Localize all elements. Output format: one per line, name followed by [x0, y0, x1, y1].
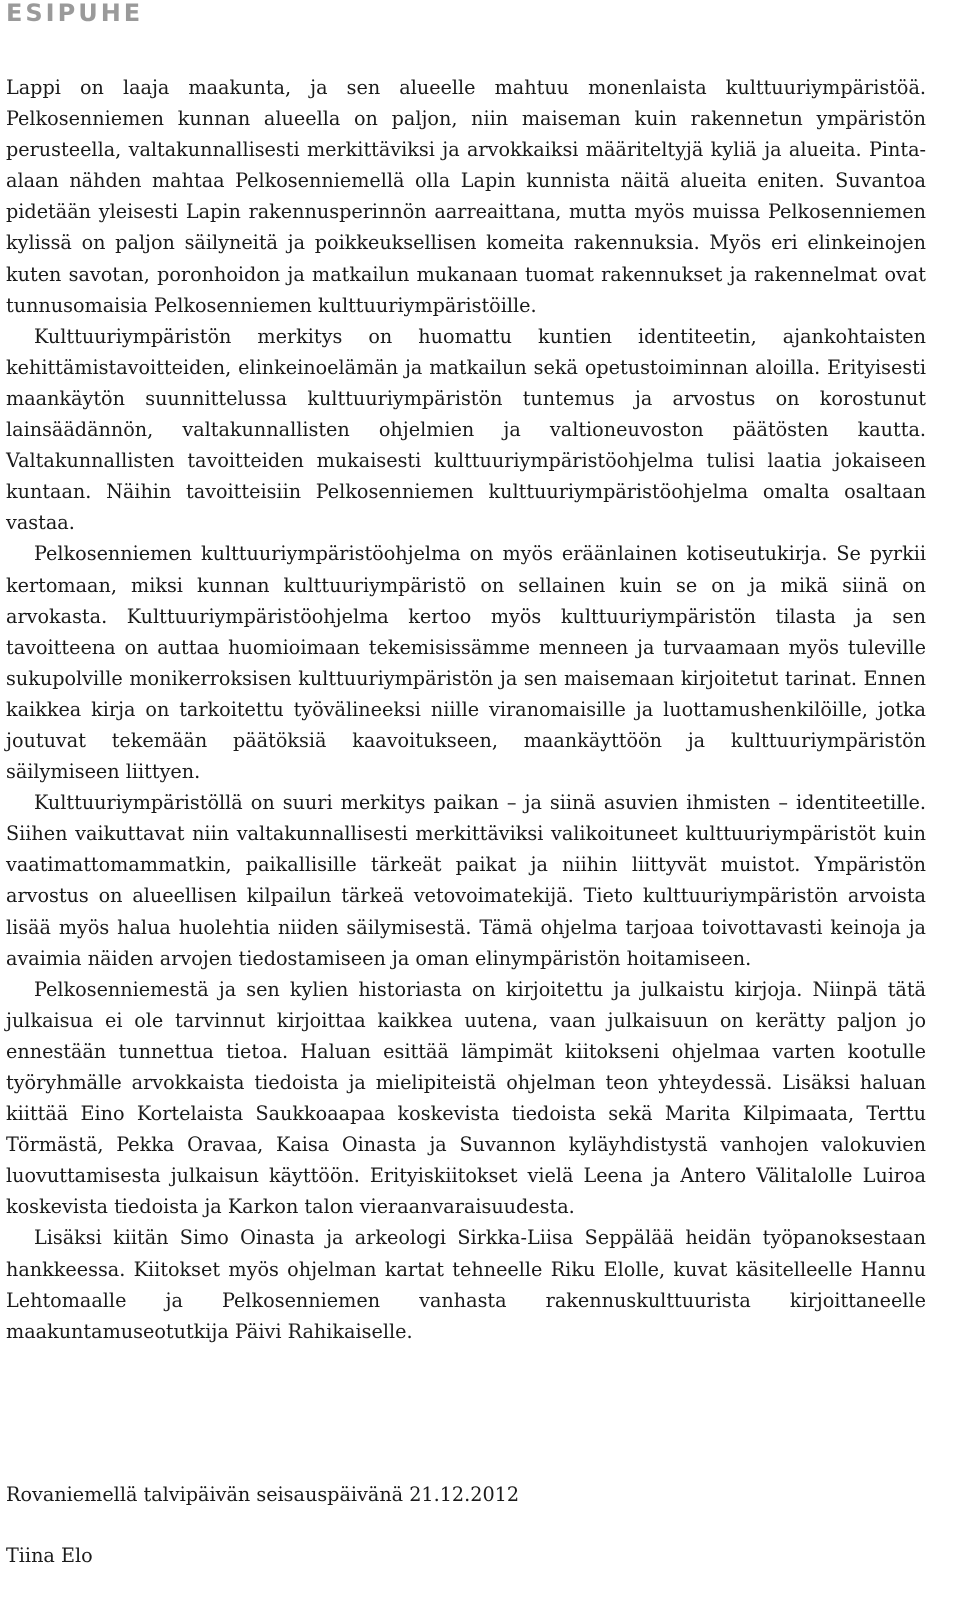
- page-heading: ESIPUHE: [6, 0, 144, 27]
- paragraph-1: Lappi on laaja maakunta, ja sen alueelle mahtuu monenlaista kulttuuriympäristöä. Pelkosenniemen kunnan alueella on paljon, niin maiseman kuin rakennetun ympäristön perusteella, valtakunnallisesti merkittäviksi ja arvokkaiksi määriteltyjä kyliä ja alueita. Pinta-alaan nähden mahtaa Pelkosenniemellä olla Lapin kunnista näitä alueita eniten. Suvantoa pidetään yleisesti Lapin rakennusperinnön aarreaittana, mutta myös muissa Pelkosenniemen kylissä on paljon säilyneitä ja poikkeuksellisen komeita rakennuksia. Myös eri elinkeinojen kuten savotan, poronhoidon ja matkailun mukanaan tuomat rakennukset ja rakennelmat ovat tunnusomaisia Pelkosenniemen kulttuuriympäristöille.: [6, 76, 926, 317]
- body-text: [6, 72, 926, 1347]
- paragraph-4: Kulttuuriympäristöllä on suuri merkitys paikan – ja siinä asuvien ihmisten – identiteetille. Siihen vaikuttavat niin valtakunnallisesti merkittäviksi valikoituneet kulttuuriympäristöt kuin vaatimattomammatkin, paikallisille tärkeät paikat ja niihin liittyvät muistot. Ympäristön arvostus on alueellisen kilpailun tärkeä vetovoimatekijä. Tieto kulttuuriympäristön arvoista lisää myös halua huolehtia niiden säilymisestä. Tämä ohjelma tarjoaa toivottavasti keinoja ja avaimia näiden arvojen tiedostamiseen ja oman elinympäristön hoitamiseen.: [6, 791, 926, 970]
- paragraph-5: Pelkosenniemestä ja sen kylien historiasta on kirjoitettu ja julkaistu kirjoja. Niinpä tätä julkaisua ei ole tarvinnut kirjoittaa kaikkea uutena, vaan julkaisuun on kerätty paljon jo ennestään tunnettua tietoa. Haluan esittää lämpimät kiitokseni ohjelmaa varten kootulle työryhmälle arvokkaista tiedoista ja mielipiteistä ohjelman teon yhteydessä. Lisäksi haluan kiittää Eino Kortelaista Saukkoaapaa koskevista tiedoista sekä Marita Kilpimaata, Terttu Törmästä, Pekka Oravaa, Kaisa Oinasta ja Suvannon kyläyhdistystä vanhojen valokuvien luovuttamisesta julkaisun käyttöön. Erityiskiitokset vielä Leena ja Antero Välitalolle Luiroa koskevista tiedoista ja Karkon talon vieraanvaraisuudesta.: [6, 977, 926, 1219]
- paragraph-2: Kulttuuriympäristön merkitys on huomattu kuntien identiteetin, ajankohtaisten kehittämistavoitteiden, elinkeinoelämän ja matkailun sekä opetustoiminnan aloilla. Erityisesti maankäytön suunnittelussa kulttuuriympäristön tuntemus ja arvostus on korostunut lainsäädännön, valtakunnallisten ohjelmien ja valtioneuvoston päätösten kautta. Valtakunnallisten tavoitteiden mukaisesti kulttuuriympäristöohjelma tulisi laatia jokaiseen kuntaan. Näihin tavoitteisiin Pelkosenniemen kulttuuriympäristöohjelma omalta osaltaan vastaa.: [6, 324, 926, 535]
- place-date: Rovaniemellä talvipäivän seisauspäivänä 21.12.2012: [6, 1483, 520, 1506]
- paragraph-6: Lisäksi kiitän Simo Oinasta ja arkeologi Sirkka-Liisa Seppälää heidän työpanoksestaan hankkeessa. Kiitokset myös ohjelman kartat tehneelle Riku Elolle, kuvat käsitelleelle Hannu Lehtomaalle ja Pelkosenniemen vanhasta rakennuskulttuurista kirjoittaneelle maakuntamuseotutkija Päivi Rahikaiselle.: [6, 1226, 926, 1343]
- paragraph-3: Pelkosenniemen kulttuuriympäristöohjelma on myös eräänlainen kotiseutukirja. Se pyrkii kertomaan, miksi kunnan kulttuuriympäristö on sellainen kuin se on ja mikä siinä on arvokasta. Kulttuuriympäristöohjelma kertoo myös kulttuuriympäristön tilasta ja sen tavoitteena on auttaa huomioimaan tekemisissämme menneen ja turvaamaan myös tuleville sukupolville monikerroksisen kulttuuriympäristön ja sen maisemaan kirjoitetut tarinat. Ennen kaikkea kirja on tarkoitettu työvälineeksi niille viranomaisille ja luottamushenkilöille, jotka joutuvat tekemään päätöksiä kaavoitukseen, maankäyttöön ja kulttuuriympäristön säilymiseen liittyen.: [6, 542, 926, 784]
- signature: Tiina Elo: [6, 1544, 93, 1567]
